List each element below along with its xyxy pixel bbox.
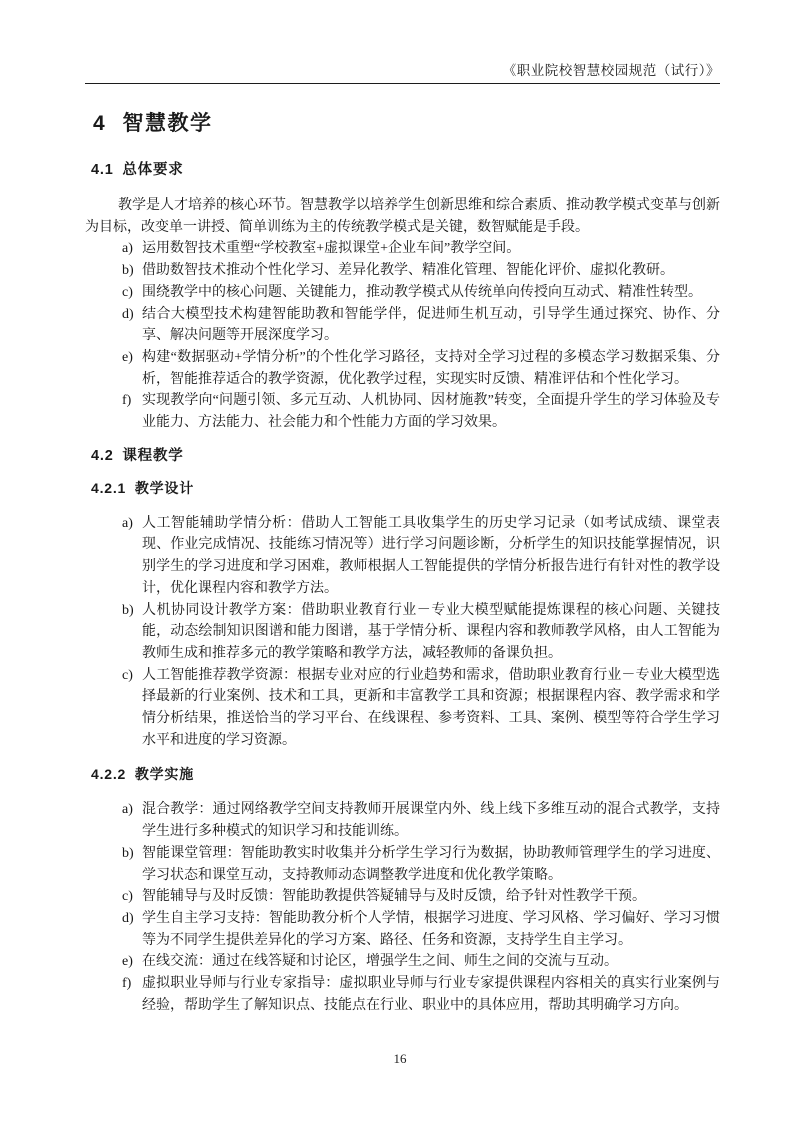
list-item-label: a) bbox=[122, 515, 133, 531]
section-heading-4-2: 4.2 课程教学 bbox=[91, 447, 184, 464]
list-item bbox=[85, 260, 720, 282]
list-item bbox=[85, 304, 720, 347]
list-item-text: 人机协同设计教学方案：借助职业教育行业－专业大模型赋能提炼课程的核心问题、关键技能，动态绘制知识图谱和能力图谱，基于学情分析、课程内容和教师教学风格，由人工智能为教师生成和推荐多元的教学策略和教学方法，减轻教师的备课负担。 bbox=[142, 602, 720, 661]
header-rule bbox=[85, 83, 720, 84]
list-item bbox=[85, 513, 720, 600]
page-footer bbox=[0, 1051, 800, 1067]
list-item-text: 智能辅导与及时反馈：智能助教提供答疑辅导与及时反馈，给予针对性教学干预。 bbox=[142, 889, 646, 905]
list-item-label: d) bbox=[122, 910, 134, 926]
section-4-2-1-list bbox=[85, 513, 720, 752]
list-item-label: e) bbox=[122, 954, 133, 970]
chapter-heading: 4 智慧教学 bbox=[93, 112, 213, 135]
list-item-label: b) bbox=[122, 263, 134, 279]
list-item-text: 构建“数据驱动+学情分析”的个性化学习路径，支持对全学习过程的多模态学习数据采集、分析，智能推荐适合的教学资源，优化教学过程，实现实时反馈、精准评估和个性化学习。 bbox=[142, 349, 720, 387]
list-item bbox=[85, 238, 720, 260]
list-item-text: 在线交流：通过在线答疑和讨论区，增强学生之间、师生之间的交流与互动。 bbox=[142, 954, 618, 970]
list-item bbox=[85, 799, 720, 842]
section-heading-4-2-2: 4.2.2 教学实施 bbox=[91, 766, 195, 783]
list-item-label: c) bbox=[122, 667, 133, 683]
list-item-text: 实现教学向“问题引领、多元互动、人机协同、因材施教”转变，全面提升学生的学习体验及专业能力、方法能力、社会能力和个性能力方面的学习效果。 bbox=[142, 393, 720, 431]
list-item bbox=[85, 282, 720, 304]
page-number: 16 bbox=[393, 1051, 407, 1066]
list-item-label: b) bbox=[122, 845, 134, 861]
list-item bbox=[85, 951, 720, 973]
list-item-text: 人工智能辅助学情分析：借助人工智能工具收集学生的历史学习记录（如考试成绩、课堂表现、作业完成情况、技能练习情况等）进行学习问题诊断，分析学生的知识技能掌握情况，识别学生的学习进度和学习困难，教师根据人工智能提供的学情分析报告进行有针对性的教学设计，优化课程内容和教学方法。 bbox=[142, 515, 720, 596]
list-item bbox=[85, 390, 720, 433]
page-header bbox=[85, 0, 720, 79]
list-item bbox=[85, 908, 720, 951]
list-item-text: 围绕教学中的核心问题、关键能力，推动教学模式从传统单向传授向互动式、精准性转型。 bbox=[142, 284, 702, 300]
list-item-label: a) bbox=[122, 241, 133, 257]
list-item bbox=[85, 843, 720, 886]
section-4-2-2-list bbox=[85, 799, 720, 1016]
running-header-title: 《职业院校智慧校园规范（试行）》 bbox=[502, 63, 720, 78]
section-heading-4-2-1: 4.2.1 教学设计 bbox=[91, 479, 195, 496]
section-heading-4-1: 4.1 总体要求 bbox=[91, 162, 184, 178]
list-item bbox=[85, 886, 720, 908]
list-item-label: c) bbox=[122, 889, 133, 905]
list-item bbox=[85, 347, 720, 390]
list-item bbox=[85, 973, 720, 1016]
list-item-label: e) bbox=[122, 349, 133, 365]
list-item-text: 智能课堂管理：智能助教实时收集并分析学生学习行为数据，协助教师管理学生的学习进度、学习状态和课堂互动，支持教师动态调整教学进度和优化教学策略。 bbox=[142, 845, 720, 883]
section-4-1-list bbox=[85, 238, 720, 433]
list-item-label: b) bbox=[122, 602, 134, 618]
list-item-label: a) bbox=[122, 802, 133, 818]
list-item-text: 借助数智技术推动个性化学习、差异化教学、精准化管理、智能化评价、虚拟化教研。 bbox=[142, 263, 674, 279]
list-item-label: d) bbox=[122, 306, 134, 322]
list-item-text: 结合大模型技术构建智能助教和智能学伴，促进师生机互动，引导学生通过探究、协作、分享、解决问题等开展深度学习。 bbox=[142, 306, 720, 344]
list-item-label: f) bbox=[122, 976, 132, 992]
list-item bbox=[85, 600, 720, 665]
list-item bbox=[85, 665, 720, 752]
list-item-text: 学生自主学习支持：智能助教分析个人学情，根据学习进度、学习风格、学习偏好、学习习惯等为不同学生提供差异化的学习方案、路径、任务和资源，支持学生自主学习。 bbox=[142, 910, 720, 948]
list-item-text: 运用数智技术重塑“学校教室+虚拟课堂+企业车间”教学空间。 bbox=[142, 241, 521, 257]
list-item-label: f) bbox=[122, 393, 132, 409]
list-item-text: 虚拟职业导师与行业专家指导：虚拟职业导师与行业专家提供课程内容相关的真实行业案例与经验，帮助学生了解知识点、技能点在行业、职业中的具体应用，帮助其明确学习方向。 bbox=[142, 976, 720, 1013]
list-item-text: 混合教学：通过网络教学空间支持教师开展课堂内外、线上线下多维互动的混合式教学，支持学生进行多种模式的知识学习和技能训练。 bbox=[142, 802, 720, 840]
list-item-text: 人工智能推荐教学资源：根据专业对应的行业趋势和需求，借助职业教育行业－专业大模型选择最新的行业案例、技术和工具，更新和丰富教学工具和资源；根据课程内容、教学需求和学情分析结果，推送恰当的学习平台、在线课程、参考资料、工具、案例、模型等符合学生学习水平和进度的学习资源。 bbox=[142, 667, 720, 748]
section-4-1-intro: 教学是人才培养的核心环节。智慧教学以培养学生创新思维和综合素质、推动教学模式变革与创新为目标，改变单一讲授、简单训练为主的传统教学模式是关键，数智赋能是手段。 bbox=[85, 198, 720, 235]
list-item-label: c) bbox=[122, 284, 133, 300]
